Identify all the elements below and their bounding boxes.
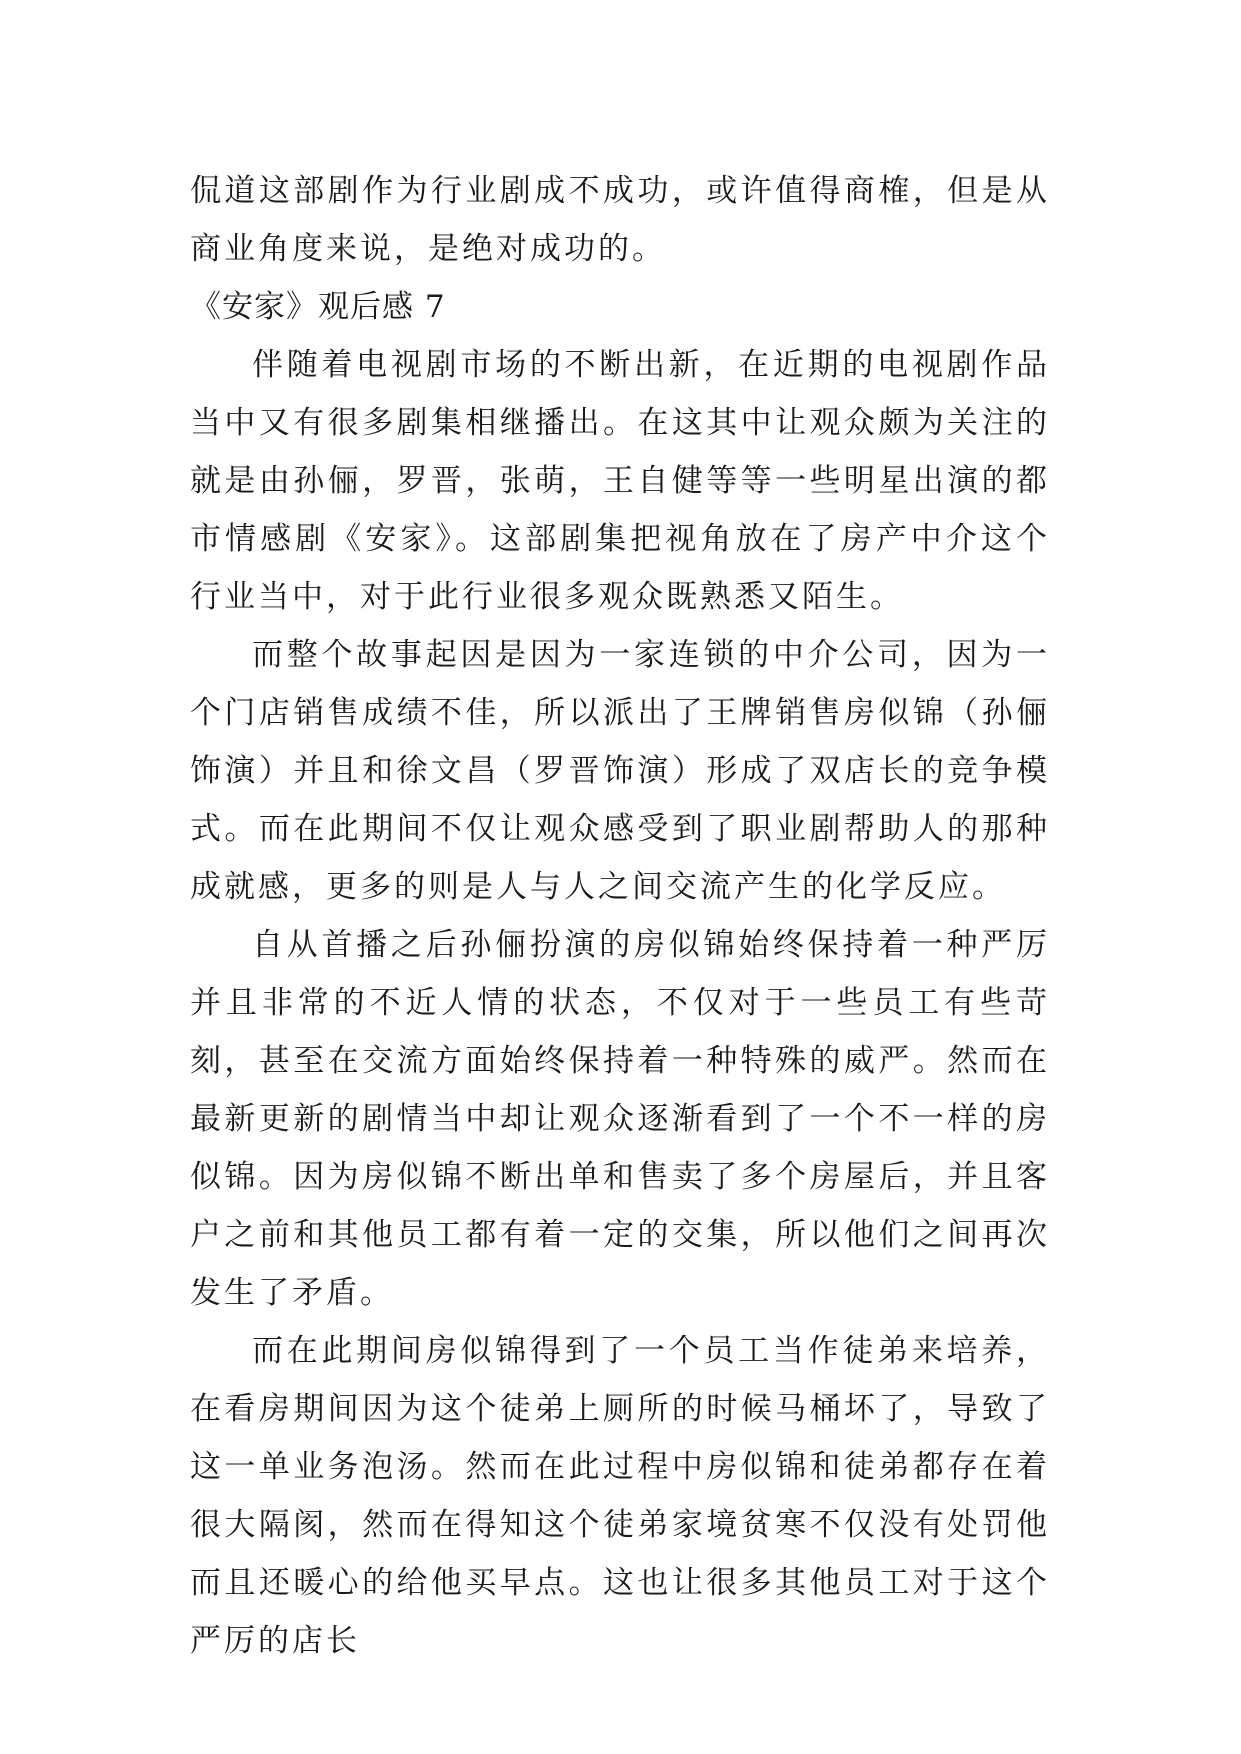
paragraph-continued: 侃道这部剧作为行业剧成不成功，或许值得商榷，但是从商业角度来说，是绝对成功的。 bbox=[190, 173, 1050, 267]
paragraph: 而整个故事起因是因为一家连锁的中介公司，因为一个门店销售成绩不佳，所以派出了王牌销售房似锦（孙俪饰演）并且和徐文昌（罗晋饰演）形成了双店长的竞争模式。而在此期间不仅让观众感受到了职业剧帮助人的那种成就感，更多的则是人与人之间交流产生的化学反应。 bbox=[190, 637, 1050, 905]
paragraph: 而在此期间房似锦得到了一个员工当作徒弟来培养，在看房期间因为这个徒弟上厕所的时候马桶坏了，导致了这一单业务泡汤。然而在此过程中房似锦和徒弟都存在着很大隔阂，然而在得知这个徒弟家境贫寒不仅没有处罚他而且还暖心的给他买早点。这也让很多其他员工对于这个严厉的店长 bbox=[190, 1333, 1050, 1659]
paragraph: 自从首播之后孙俪扮演的房似锦始终保持着一种严厉并且非常的不近人情的状态，不仅对于一些员工有些苛刻，甚至在交流方面始终保持着一种特殊的威严。然而在最新更新的剧情当中却让观众逐渐看到了一个不一样的房似锦。因为房似锦不断出单和售卖了多个房屋后，并且客户之前和其他员工都有着一定的交集，所以他们之间再次发生了矛盾。 bbox=[190, 927, 1050, 1311]
paragraph: 伴随着电视剧市场的不断出新，在近期的电视剧作品当中又有很多剧集相继播出。在这其中让观众颇为关注的就是由孙俪，罗晋，张萌，王自健等等一些明星出演的都市情感剧《安家》。这部剧集把视角放在了房产中介这个行业当中，对于此行业很多观众既熟悉又陌生。 bbox=[190, 347, 1050, 615]
document-body bbox=[190, 162, 1050, 1670]
section-heading: 《安家》观后感 7 bbox=[190, 289, 446, 325]
